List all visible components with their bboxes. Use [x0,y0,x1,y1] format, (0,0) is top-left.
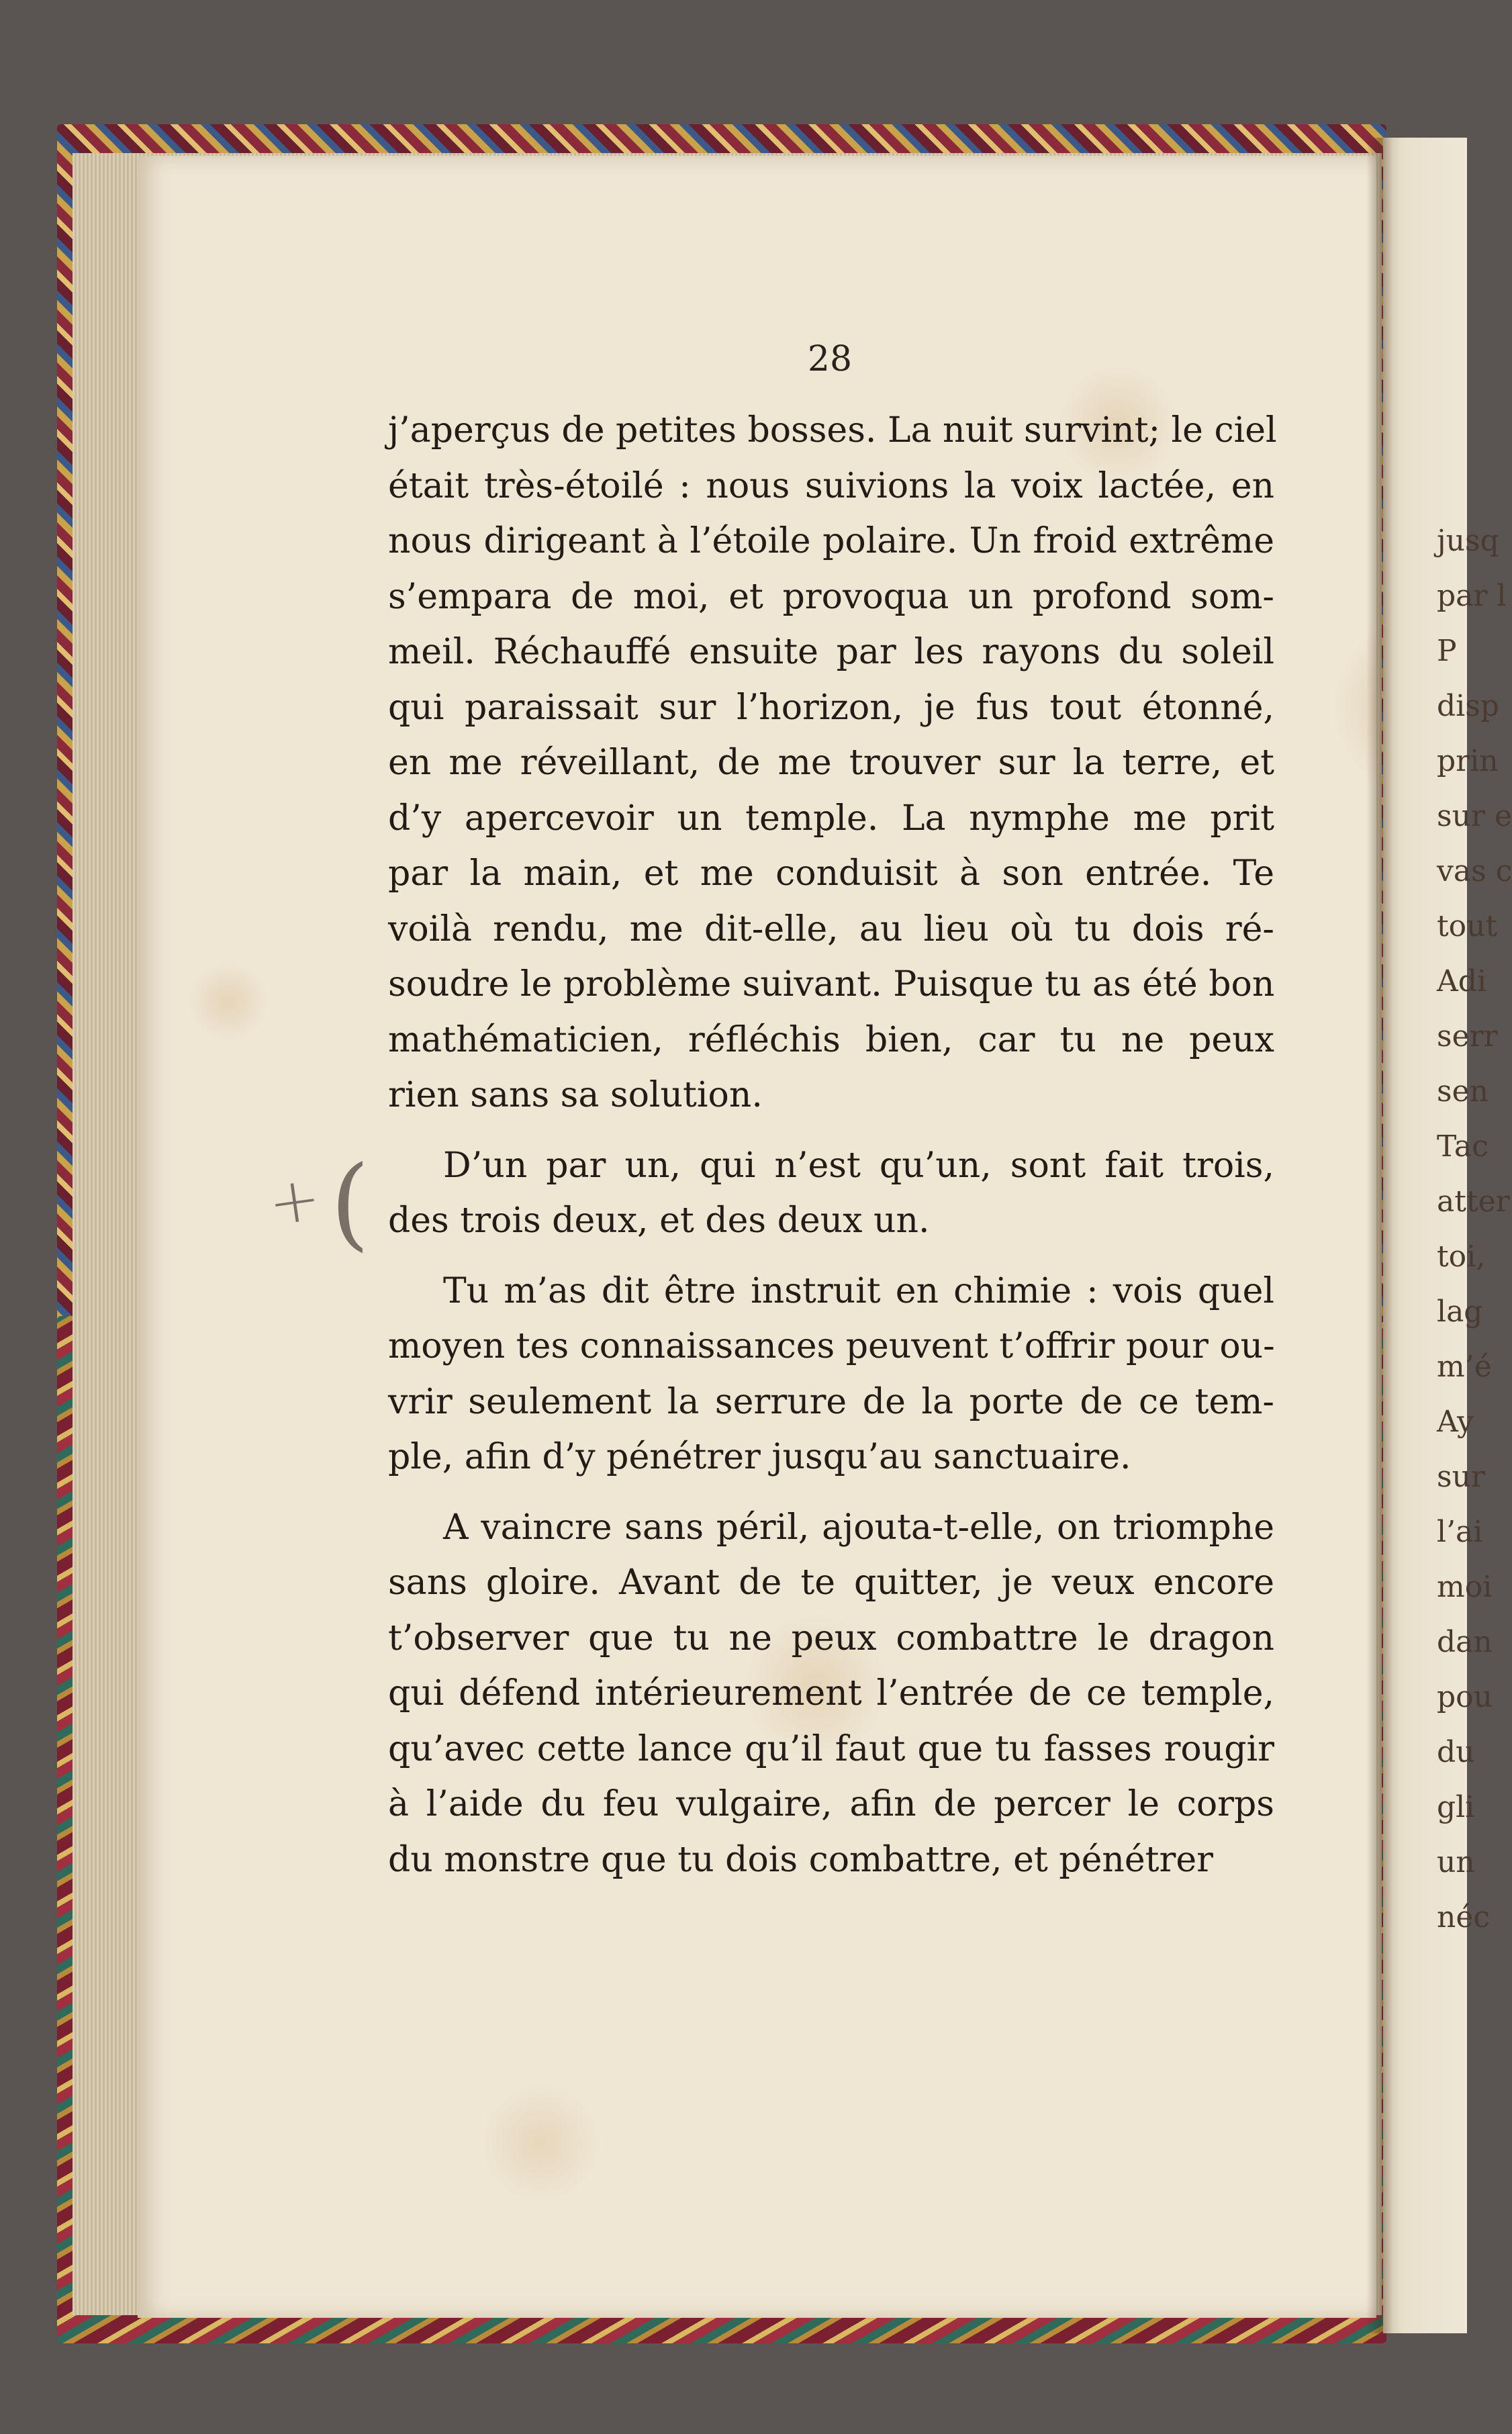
facing-page-fragment: gli [1437,1790,1475,1824]
facing-page-fragment: jusq [1437,524,1499,558]
facing-page-fragment: vas c [1437,854,1512,888]
facing-page-fragment: Ay [1437,1405,1474,1439]
text-line: nous dirigeant à l’étoile polaire. Un froid extrême [388,521,1274,561]
text-line: d’y apercevoir un temple. La nymphe me prit [388,798,1274,839]
paragraph-gap [388,1123,1274,1138]
facing-page-fragment: sen [1437,1074,1489,1109]
text-line: en me réveillant, de me trouver sur la terre, et [388,743,1274,783]
text-line: qui défend intérieurement l’entrée de ce temple, [388,1673,1274,1714]
text-line: soudre le problème suivant. Puisque tu as été bon [388,964,1275,1004]
text-line: t’observer que tu ne peux combattre le dragon [388,1618,1274,1658]
text-line: rien sans sa solution. [388,1075,763,1115]
facing-page-fragment: pou [1437,1680,1493,1714]
text-line: du monstre que tu dois combattre, et pénétrer [388,1839,1214,1880]
facing-page-fragment: m’é [1437,1350,1492,1384]
facing-page-fragment: un [1437,1845,1475,1879]
handwritten-plus-mark: + [263,1162,326,1240]
facing-page-fragment: dan [1437,1625,1493,1659]
facing-page [1383,138,1512,2333]
book-gutter [1366,138,1393,2333]
text-line: A vaincre sans péril, ajouta-t-elle, on triomphe [443,1507,1274,1548]
text-line: sans gloire. Avant de te quitter, je veux encore [388,1562,1274,1603]
facing-page-fragment: néc [1437,1900,1491,1934]
text-line: j’aperçus de petites bosses. La nuit survint; le ciel [388,410,1277,451]
text-line: des trois deux, et des deux un. [388,1201,930,1241]
facing-page-fragment: disp [1437,689,1499,723]
facing-page-fragment: atter [1437,1184,1510,1219]
page-text-block [388,403,1277,1887]
facing-page-fragment: P [1437,634,1457,668]
facing-page-fragment: sur e [1437,799,1512,833]
page-number: 28 [807,339,853,379]
facing-page-fragment: serr [1437,1019,1498,1054]
paragraph-gap [388,1249,1274,1264]
facing-page-fragment: lag [1437,1295,1483,1329]
text-line: D’un par un, qui n’est qu’un, sont fait trois, [443,1145,1274,1186]
facing-page-text-fragments [1437,514,1512,1945]
text-line: s’empara de moi, et provoqua un profond som- [388,576,1274,617]
text-line: voilà rendu, me dit-elle, au lieu où tu dois ré- [388,908,1274,949]
facing-page-fragment: sur [1437,1460,1485,1494]
facing-page-fragment: par l [1437,579,1507,613]
text-line: par la main, et me conduisit à son entrée. Te [388,853,1274,894]
text-line: ple, afin d’y pénétrer jusqu’au sanctuaire. [388,1437,1131,1477]
facing-page-fragment: l’ai [1437,1515,1483,1549]
text-line: était très-étoilé : nous suivions la voix lactée, en [388,465,1274,506]
handwritten-margin-annotation [263,1145,396,1262]
facing-page-fragment: Adi [1437,964,1487,998]
facing-page-fragment: prin [1437,744,1499,778]
facing-page-fragment: tout [1437,909,1498,943]
text-line: à l’aide du feu vulgaire, afin de percer le corps [388,1784,1274,1824]
text-line: qui paraissait sur l’horizon, je fus tout étonné, [388,687,1274,728]
text-line: qu’avec cette lance qu’il faut que tu fasses rougir [388,1728,1274,1769]
text-line: vrir seulement la serrure de la porte de ce tem- [388,1381,1274,1422]
handwritten-bracket-mark: ( [330,1145,370,1262]
text-line: Tu m’as dit être instruit en chimie : vois quel [443,1270,1274,1311]
text-line: moyen tes connaissances peuvent t’offrir pour ou- [388,1326,1275,1366]
facing-page-fragment: moi [1437,1570,1493,1604]
text-line: mathématicien, réfléchis bien, car tu ne peux [388,1019,1274,1060]
text-line: meil. Réchauffé ensuite par les rayons du soleil [388,632,1274,672]
paragraph-gap [388,1485,1274,1500]
facing-page-fragment: toi, [1437,1239,1486,1274]
facing-page-fragment: Tac [1437,1129,1489,1164]
facing-page-fragment: du [1437,1735,1475,1769]
